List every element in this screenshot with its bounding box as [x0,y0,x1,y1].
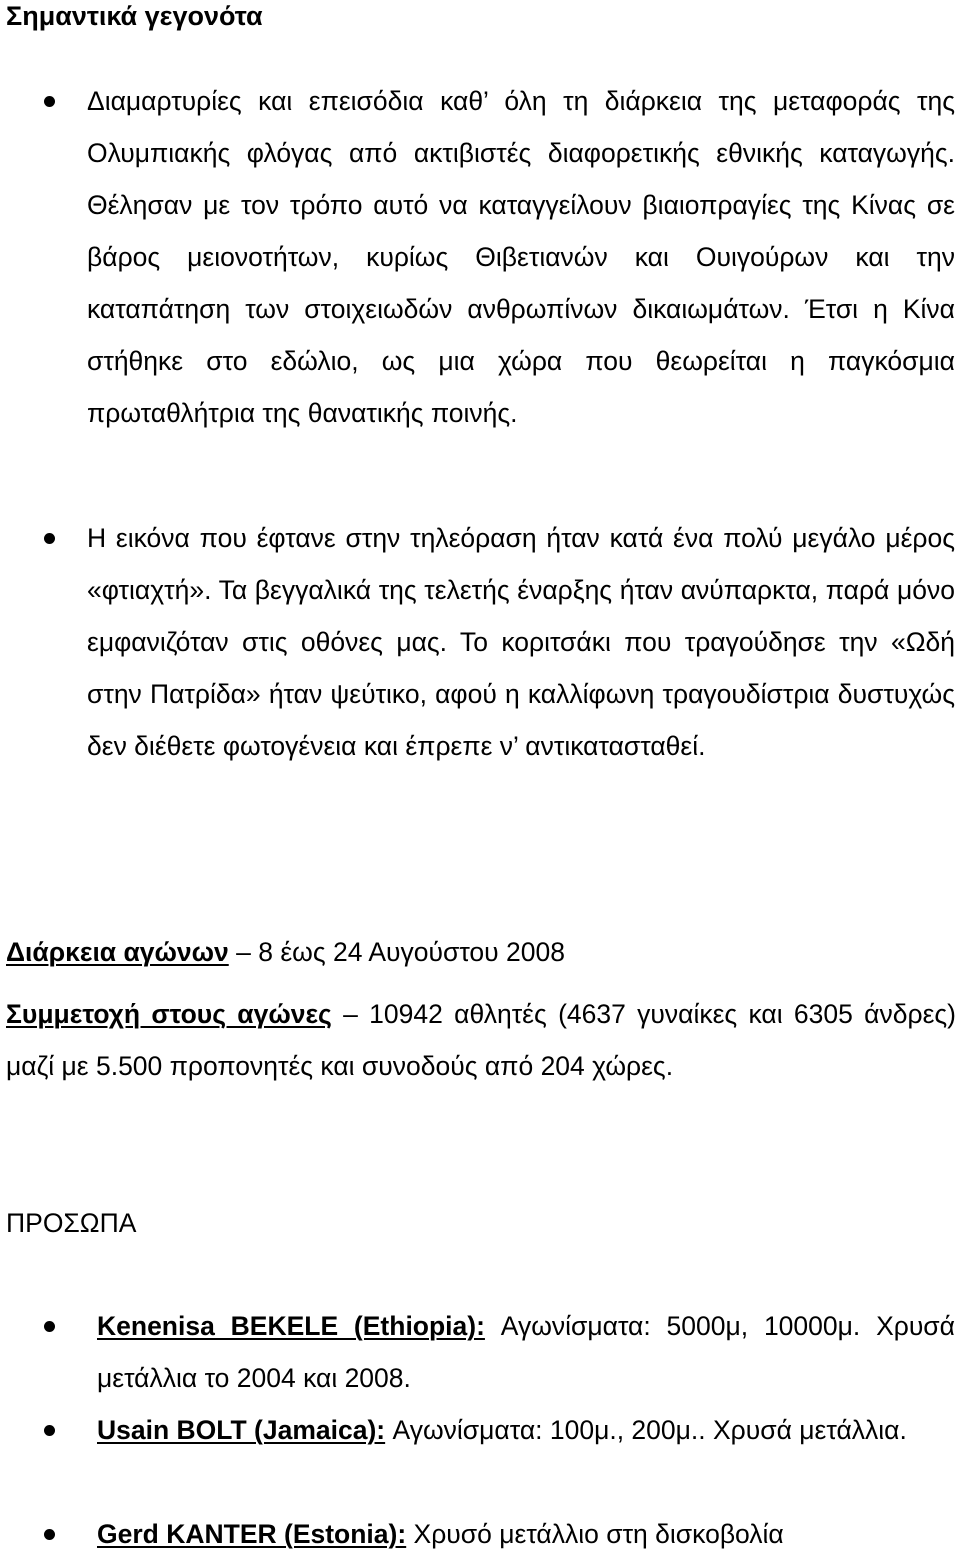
person-name: Kenenisa BEKELE (Ethiopia): [97,1311,485,1341]
person-entry [97,1404,955,1456]
bullet-dot-icon [44,1321,55,1332]
person-name: Gerd KANTER (Estonia): [97,1519,407,1549]
events-heading: Σημαντικά γεγονότα [6,1,263,31]
bullet-dot-icon [44,1425,55,1436]
duration-paragraph [6,926,956,978]
person-detail: Αγωνίσματα: 100μ., 200μ.. Χρυσά μετάλλια. [385,1415,907,1445]
persons-heading: ΠΡΟΣΩΠΑ [6,1208,137,1238]
participation-value: – 10942 αθλητές (4637 γυναίκες και 6305 άνδρες) μαζί με 5.500 προπονητές και συνοδούς από 204 χώρες. [6,999,956,1081]
bullet-dot-icon [44,1529,55,1540]
event-text: Η εικόνα που έφτανε στην τηλεόραση ήταν κατά ένα πολύ μεγάλο μέρος «φτιαχτή». Τα βεγγαλικά της τελετής έναρξης ήταν ανύπαρκτα, παρά μόνο εμφανιζόταν στις οθόνες μας. Το κοριτσάκι που τραγούδησε την «Ωδή στην Πατρίδα» ήταν ψεύτικο, αφού η καλλίφωνη τραγουδίστρια δυστυχώς δεν διέθετε φωτογένεια και έπρεπε ν’ αντικατασταθεί. [87,523,955,761]
event-text: Διαμαρτυρίες και επεισόδια καθ’ όλη τη διάρκεια της μεταφοράς της Ολυμπιακής φλόγας από ακτιβιστές διαφορετικής εθνικής καταγωγής. Θέλησαν με τον τρόπο αυτό να καταγγείλουν βιαιοπραγίες της Κίνας σε βάρος μειονοτήτων, κυρίως Θιβετιανών και Ουιγούρων και την καταπάτηση των στοιχειωδών ανθρωπίνων δικαιωμάτων. Έτσι η Κίνα στήθηκε στο εδώλιο, ως μια χώρα που θεωρείται η παγκόσμια πρωταθλήτρια της θανατικής ποινής. [87,86,955,428]
person-entry [97,1508,955,1560]
participation-label: Συμμετοχή στους αγώνες [6,999,332,1029]
bullet-dot-icon [44,96,55,107]
person-detail: Χρυσό μετάλλιο στη δισκοβολία [406,1519,784,1549]
person-detail: Αγωνίσματα: 5000μ, 10000μ. Χρυσά μετάλλια το 2004 και 2008. [97,1311,955,1393]
duration-value: – 8 έως 24 Αυγούστου 2008 [228,937,565,967]
duration-label: Διάρκεια αγώνων [6,937,229,967]
person-entry [97,1300,955,1404]
person-name: Usain BOLT (Jamaica): [97,1415,386,1445]
bullet-dot-icon [44,533,55,544]
participation-paragraph [6,988,956,1092]
